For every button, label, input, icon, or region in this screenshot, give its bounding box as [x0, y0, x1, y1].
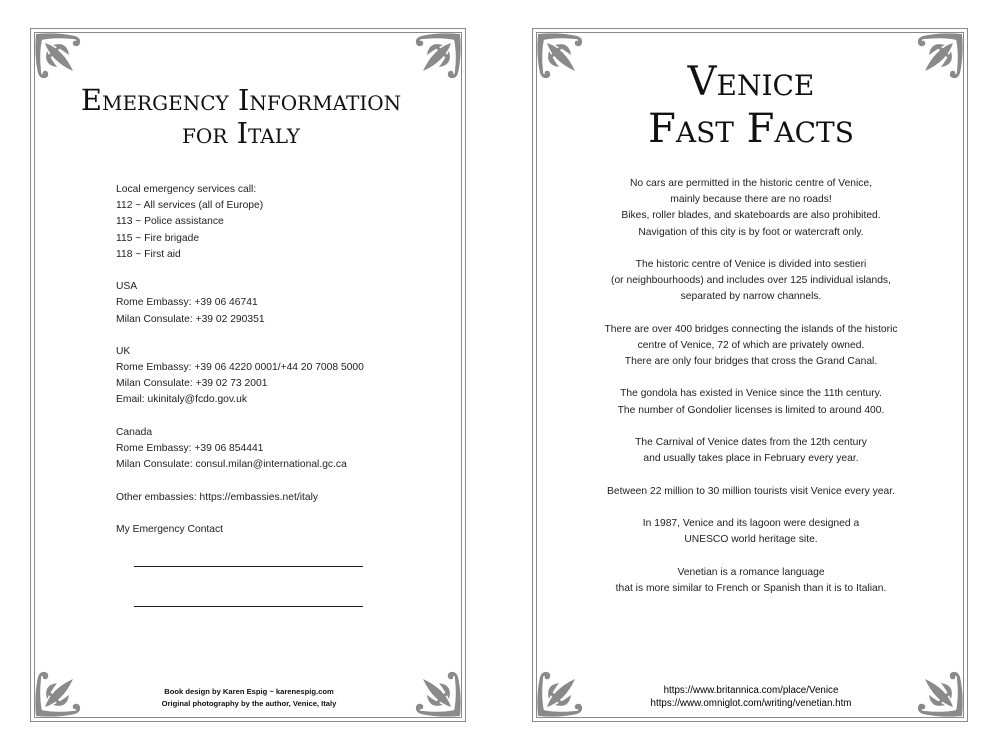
contact-write-line: [134, 606, 363, 607]
page-title: [533, 59, 969, 153]
info-line: My Emergency Contact: [116, 523, 224, 535]
fact-block: [533, 516, 969, 548]
sources-footer: [533, 684, 969, 710]
fact-block: [533, 386, 969, 418]
fact-line: The number of Gondolier licenses is limited to around 400.: [617, 404, 885, 416]
info-line: Rome Embassy: +39 06 854441: [116, 443, 264, 454]
section-uk: [116, 344, 364, 409]
source-url: https://www.britannica.com/place/Venice: [663, 685, 839, 696]
info-line: 118 ~ First aid: [116, 248, 181, 260]
section-other-embassies: [116, 490, 364, 506]
fact-line: Bikes, roller blades, and skateboards are also prohibited.: [621, 210, 881, 222]
info-line: Milan Consulate: +39 02 290351: [116, 313, 265, 325]
fact-line: The gondola has existed in Venice since the 11th century.: [620, 388, 882, 400]
info-line: Milan Consulate: consul.milan@international.gc.ca: [116, 459, 347, 471]
info-line: 113 ~ Police assistance: [116, 216, 224, 228]
info-line: UK: [116, 345, 131, 357]
fact-line: and usually takes place in February every year.: [643, 453, 859, 465]
info-line: Canada: [116, 426, 153, 438]
section-local-services: [116, 182, 364, 263]
fact-line: In 1987, Venice and its lagoon were designed a: [642, 517, 860, 529]
source-url: https://www.omniglot.com/writing/venetian.htm: [650, 698, 852, 709]
fact-line: (or neighbourhoods) and includes over 125 individual islands,: [611, 275, 891, 287]
info-line: Rome Embassy: +39 06 46741: [116, 297, 258, 309]
fact-line: separated by narrow channels.: [680, 291, 822, 303]
fact-block: [533, 484, 969, 500]
fact-line: The historic centre of Venice is divided into sestieri: [635, 258, 867, 270]
info-line: Rome Embassy: +39 06 4220 0001/+44 20 7008 5000: [116, 362, 364, 374]
info-line: Other embassies: https://embassies.net/italy: [116, 491, 319, 503]
info-line: 112 ~ All services (all of Europe): [116, 200, 264, 212]
info-line: 115 ~ Fire brigade: [116, 232, 200, 244]
title-line: Fast Facts: [648, 106, 854, 152]
section-emergency-contact: [116, 522, 364, 538]
fact-block: [533, 176, 969, 241]
fact-line: Navigation of this city is by foot or watercraft only.: [638, 226, 864, 238]
fact-line: UNESCO world heritage site.: [684, 534, 818, 546]
info-line: Milan Consulate: +39 02 73 2001: [116, 378, 268, 390]
credit-line: Book design by Karen Espig ~ karenespig.com: [164, 687, 334, 696]
fact-block: [533, 565, 969, 597]
emergency-info-page: [30, 28, 466, 722]
fact-line: Venetian is a romance language: [677, 566, 825, 578]
fact-line: No cars are permitted in the historic centre of Venice,: [629, 178, 873, 189]
section-canada: [116, 425, 364, 474]
fact-line: centre of Venice, 72 of which are privately owned.: [637, 339, 865, 351]
facts-body: [533, 176, 969, 597]
fact-line: mainly because there are no roads!: [670, 194, 832, 206]
fact-block: [533, 257, 969, 306]
title-line: for Italy: [182, 116, 300, 150]
fact-block: [533, 322, 969, 371]
credit-line: Original photography by the author, Venice, Italy: [161, 699, 337, 708]
corner-ornament-icon: [33, 31, 83, 81]
fact-line: There are over 400 bridges connecting the islands of the historic: [604, 323, 898, 335]
fact-block: [533, 435, 969, 467]
info-line: USA: [116, 281, 138, 293]
info-line: Local emergency services call:: [116, 184, 257, 195]
credits-footer: [31, 686, 467, 710]
emergency-info-body: [116, 182, 364, 538]
fact-line: The Carnival of Venice dates from the 12th century: [635, 437, 867, 448]
title-line: Emergency Information: [80, 83, 402, 117]
info-line: Email: ukinitaly@fcdo.gov.uk: [116, 394, 248, 406]
title-line: Venice: [687, 59, 815, 105]
fact-line: Between 22 million to 30 million tourists visit Venice every year.: [607, 485, 895, 497]
corner-ornament-icon: [413, 31, 463, 81]
page-title: [31, 84, 451, 150]
venice-facts-page: [532, 28, 968, 722]
fact-line: There are only four bridges that cross the Grand Canal.: [624, 356, 878, 368]
contact-write-line: [134, 566, 363, 567]
fact-line: that is more similar to French or Spanish than it is to Italian.: [615, 582, 887, 594]
section-usa: [116, 279, 364, 328]
